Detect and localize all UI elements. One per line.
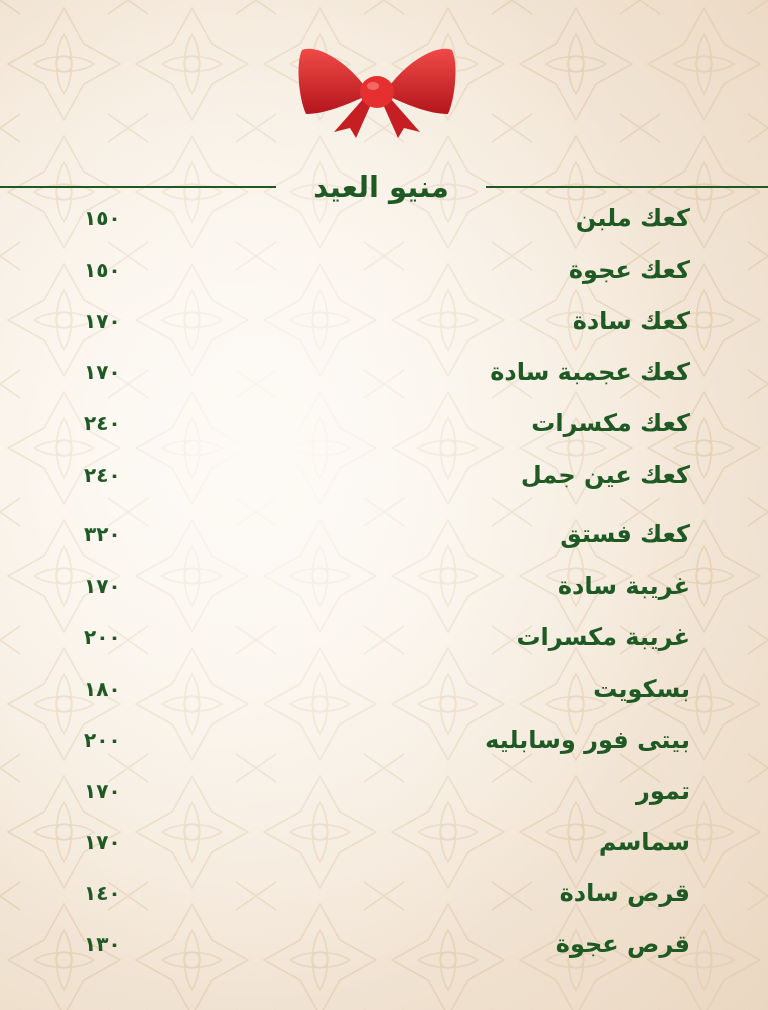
item-name: بيتى فور وسابليه xyxy=(485,726,690,754)
menu-item xyxy=(0,924,768,964)
item-price: ١٧٠ xyxy=(84,360,121,384)
item-name: كعك فستق xyxy=(560,520,690,548)
item-price: ٢٤٠ xyxy=(84,411,121,435)
menu-item xyxy=(0,455,768,495)
item-name: بسكويت xyxy=(593,675,690,703)
item-name: كعك ملبن xyxy=(575,204,690,232)
menu-item xyxy=(0,720,768,760)
item-price: ٢٠٠ xyxy=(84,728,121,752)
item-name: كعك سادة xyxy=(572,307,690,335)
item-name: كعك مكسرات xyxy=(531,409,690,437)
menu-item xyxy=(0,771,768,811)
item-price: ١٧٠ xyxy=(84,309,121,333)
menu-item xyxy=(0,514,768,554)
item-price: ١٧٠ xyxy=(84,779,121,803)
menu-item xyxy=(0,566,768,606)
menu-item xyxy=(0,198,768,238)
item-price: ٢٤٠ xyxy=(84,463,121,487)
menu-item xyxy=(0,250,768,290)
item-price: ١٥٠ xyxy=(84,258,121,282)
menu-item xyxy=(0,617,768,657)
item-name: غريبة سادة xyxy=(557,572,690,600)
menu-title: منيو العيد xyxy=(313,170,449,204)
item-name: كعك عجمبة سادة xyxy=(490,358,690,386)
item-name: سماسم xyxy=(598,828,690,856)
item-price: ٢٠٠ xyxy=(84,625,121,649)
item-price: ٣٢٠ xyxy=(84,522,121,546)
menu-item xyxy=(0,403,768,443)
item-name: كعك عجوة xyxy=(568,256,690,284)
item-price: ١٨٠ xyxy=(84,677,121,701)
item-name: قرص سادة xyxy=(559,879,690,907)
item-price: ١٧٠ xyxy=(84,830,121,854)
menu-item xyxy=(0,822,768,862)
menu-item xyxy=(0,873,768,913)
item-name: تمور xyxy=(636,777,690,805)
item-price: ١٧٠ xyxy=(84,574,121,598)
item-name: قرص عجوة xyxy=(555,930,690,958)
menu-item xyxy=(0,669,768,709)
item-price: ١٤٠ xyxy=(84,881,121,905)
item-price: ١٥٠ xyxy=(84,206,121,230)
menu-item xyxy=(0,301,768,341)
item-name: كعك عين جمل xyxy=(520,461,690,489)
menu-item xyxy=(0,352,768,392)
item-price: ١٣٠ xyxy=(84,932,121,956)
item-name: غريبة مكسرات xyxy=(516,623,690,651)
